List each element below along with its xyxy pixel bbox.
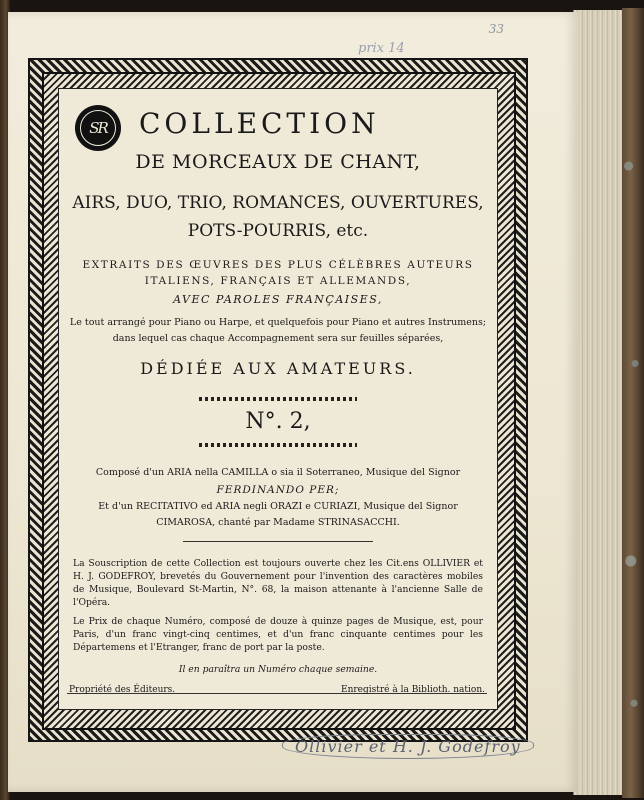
title-page-content	[58, 88, 498, 710]
page-number: 33	[488, 22, 504, 36]
composer-name-1: FERDINANDO PER;	[216, 484, 340, 496]
extraits-line-1: EXTRAITS DES ŒUVRES DES PLUS CÉLÈBRES AUTEURS	[82, 259, 474, 271]
issue-number: N°. 2,	[245, 409, 311, 434]
arrangement-line-2: dans lequel cas chaque Accompagnement sera sur feuilles séparées,	[112, 333, 444, 344]
footer-registration: Enregistré à la Biblioth. nation.	[341, 685, 485, 695]
price-notice: Le Prix de chaque Numéro, composé de douze à quinze pages de Musique, est, pour Paris, d'un franc vingt-cinq centimes, et d'un franc cinquante centimes pour les Départemens et l'Etranger, franc de port par la poste.	[73, 616, 483, 653]
pencil-annotation: prix 14	[358, 41, 405, 56]
extraits-line-2: ITALIENS, FRANÇAIS ET ALLEMANDS,	[144, 275, 412, 287]
ornament-divider	[199, 397, 357, 401]
ornament-divider	[199, 443, 357, 447]
title-pots-pourris: POTS-POURRIS, etc.	[187, 221, 369, 241]
composition-line-1: Composé d'un ARIA nella CAMILLA o sia il Soterraneo, Musique del Signor	[95, 467, 461, 478]
publication-frequency: Il en paraîtra un Numéro chaque semaine.	[178, 664, 378, 675]
book-cover-edge	[622, 8, 644, 798]
composition-line-3: Et d'un RECITATIVO ed ARIA negli ORAZI e CURIAZI, Musique del Signor	[98, 501, 458, 512]
publisher-monogram-icon: SR	[75, 105, 121, 151]
publisher-signature: Ollivier et H. J. Godefroy	[282, 734, 534, 759]
title-genres: AIRS, DUO, TRIO, ROMANCES, OUVERTURES,	[72, 193, 484, 213]
avec-paroles: AVEC PAROLES FRANÇAISES,	[173, 293, 383, 306]
title-collection: COLLECTION	[139, 107, 380, 140]
footer-property: Propriété des Éditeurs.	[69, 685, 176, 695]
arrangement-line-1: Le tout arrangé pour Piano ou Harpe, et quelquefois pour Piano et autres Instrumens;	[69, 317, 487, 328]
title-morceaux: DE MORCEAUX DE CHANT,	[135, 151, 421, 173]
subscription-notice: La Souscription de cette Collection est toujours ouverte chez les Cit.ens OLLIVIER et H. J. GODEFROY, brevetés du Gouvernement pour l'invention des caractères mobiles de Musique, Boulevard St-Martin, N°. 68, la maison attenante à l'ancienne Salle de l'Opéra.	[73, 558, 483, 608]
composition-line-4: CIMAROSA, chanté par Madame STRINASACCHI.	[156, 517, 400, 528]
divider-rule	[183, 541, 373, 542]
dedication: DÉDIÉE AUX AMATEURS.	[140, 359, 416, 378]
